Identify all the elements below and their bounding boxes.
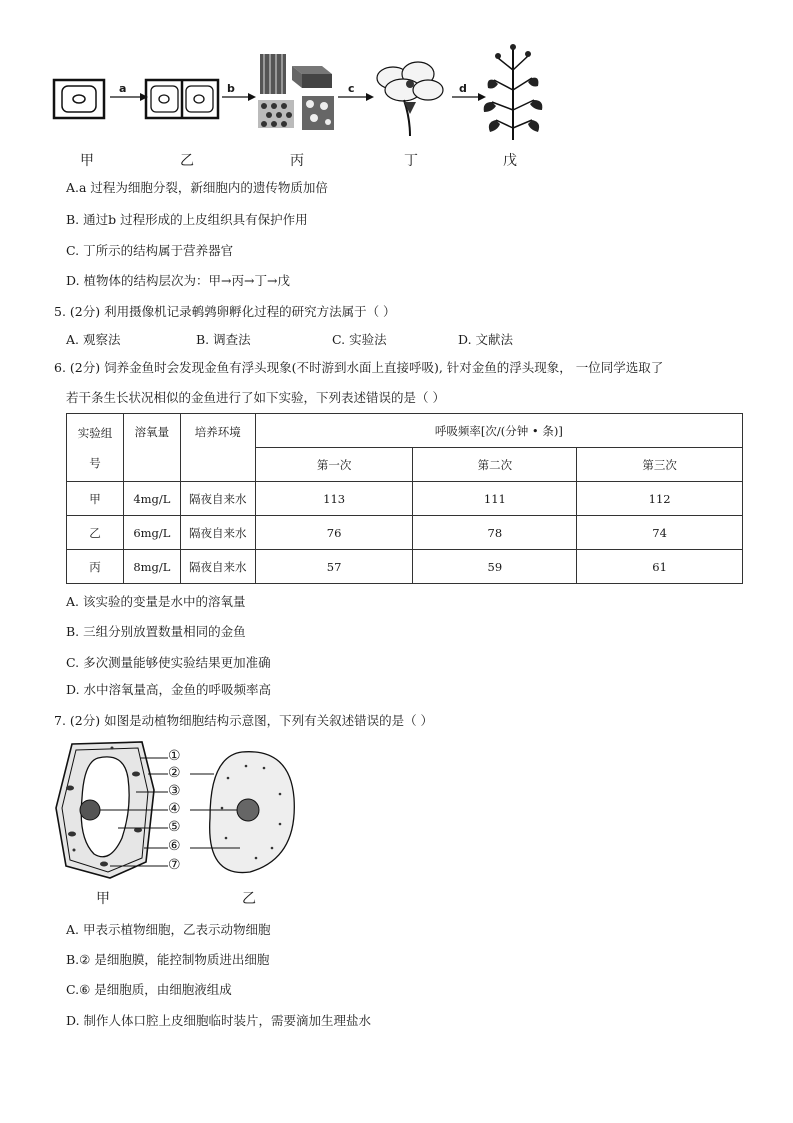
row-trial-1: 76: [255, 516, 413, 550]
arrow-label-c: c: [348, 82, 355, 95]
row-trial-2: 78: [413, 516, 577, 550]
q7-option-d: D. 制作人体口腔上皮细胞临时装片，需要滴加生理盐水: [66, 1013, 372, 1028]
q6-option-c: C. 多次测量能够使实验结果更加准确: [66, 655, 271, 670]
q6-stem-line1: 6. (2分) 饲养金鱼时会发现金鱼有浮头现象(不时游到水面上直接呼吸), 针对金鱼的浮头现象， 一位同学选取了: [54, 360, 664, 375]
row-group: 乙: [67, 516, 124, 550]
row-group: 丙: [67, 550, 124, 584]
q5-option-a: A. 观察法: [66, 332, 121, 347]
plant-wu-graphic: [484, 44, 543, 140]
q5-stem: 5. (2分) 利用摄像机记录鹌鹑卵孵化过程的研究方法属于（ ）: [54, 304, 396, 319]
table-header-trial-3: 第三次: [577, 448, 743, 482]
table-row: [67, 516, 743, 550]
q7-option-c: C.⑥ 是细胞质，由细胞液组成: [66, 982, 232, 997]
table-header-trial-1: 第一次: [255, 448, 413, 482]
q7-stem: 7. (2分) 如图是动植物细胞结构示意图，下列有关叙述错误的是（ ）: [54, 713, 434, 728]
table-row: [67, 482, 743, 516]
q5-option-d: D. 文献法: [458, 332, 514, 347]
row-oxygen: 4mg/L: [123, 482, 180, 516]
row-env: 隔夜自来水: [180, 482, 255, 516]
table-header-oxygen: 溶氧量: [123, 414, 180, 482]
table-header-trial-2: 第二次: [413, 448, 577, 482]
marker-4: ④: [168, 801, 181, 817]
row-oxygen: 8mg/L: [123, 550, 180, 584]
plant-structure-figure: [48, 40, 548, 150]
row-group: 甲: [67, 482, 124, 516]
q4-option-d: D. 植物体的结构层次为：甲→丙→丁→戊: [66, 273, 290, 288]
row-oxygen: 6mg/L: [123, 516, 180, 550]
q7-option-a: A. 甲表示植物细胞，乙表示动物细胞: [66, 922, 271, 937]
table-row: [67, 550, 743, 584]
marker-3: ③: [168, 783, 181, 799]
q7-option-b: B.② 是细胞膜，能控制物质进出细胞: [66, 952, 270, 967]
q5-option-b: B. 调查法: [196, 332, 251, 347]
marker-5: ⑤: [168, 819, 181, 835]
q5-option-c: C. 实验法: [332, 332, 387, 347]
arrow-label-d: d: [459, 82, 467, 95]
q6-option-b: B. 三组分别放置数量相同的金鱼: [66, 624, 246, 639]
cell-jia-graphic: [54, 80, 104, 118]
arrow-label-a: a: [119, 82, 127, 95]
q4-option-a: A.a 过程为细胞分裂，新细胞内的遗传物质加倍: [66, 180, 328, 195]
flower-ding-graphic: [377, 62, 443, 136]
row-trial-1: 113: [255, 482, 413, 516]
table-header-group: 实验组 号: [67, 414, 124, 482]
stage-label-jia: 甲: [80, 153, 94, 169]
stage-label-bing: 丙: [290, 153, 304, 169]
cell-label-jia: 甲: [96, 891, 110, 907]
q6-option-a: A. 该实验的变量是水中的溶氧量: [66, 594, 246, 609]
row-trial-3: 112: [577, 482, 743, 516]
cell-label-yi: 乙: [242, 891, 256, 907]
row-trial-3: 74: [577, 516, 743, 550]
row-trial-2: 59: [413, 550, 577, 584]
marker-1: ①: [168, 748, 181, 764]
marker-6: ⑥: [168, 838, 181, 854]
marker-7: ⑦: [168, 857, 181, 873]
tissue-bing-graphic: [258, 54, 334, 130]
table-header-frequency: 呼吸频率[次/(分钟 • 条)]: [255, 414, 742, 448]
animal-cell-graphic: [210, 752, 295, 873]
cell-yi-graphic: [146, 80, 218, 118]
table-header-env: 培养环境: [180, 414, 255, 482]
q6-experiment-table: [66, 413, 743, 584]
q4-option-b: B. 通过b 过程形成的上皮组织具有保护作用: [66, 212, 308, 227]
q6-option-d: D. 水中溶氧量高，金鱼的呼吸频率高: [66, 682, 272, 697]
row-trial-1: 57: [255, 550, 413, 584]
row-env: 隔夜自来水: [180, 516, 255, 550]
row-trial-3: 61: [577, 550, 743, 584]
row-trial-2: 111: [413, 482, 577, 516]
row-env: 隔夜自来水: [180, 550, 255, 584]
stage-label-yi: 乙: [180, 153, 194, 169]
stage-label-wu: 戊: [503, 153, 517, 169]
q4-option-c: C. 丁所示的结构属于营养器官: [66, 243, 234, 258]
marker-2: ②: [168, 765, 181, 781]
q6-stem-line2: 若干条生长状况相似的金鱼进行了如下实验，下列表述错误的是（ ）: [66, 390, 445, 405]
stage-label-ding: 丁: [404, 153, 418, 169]
arrow-label-b: b: [227, 82, 235, 95]
q5-options: [66, 330, 513, 348]
